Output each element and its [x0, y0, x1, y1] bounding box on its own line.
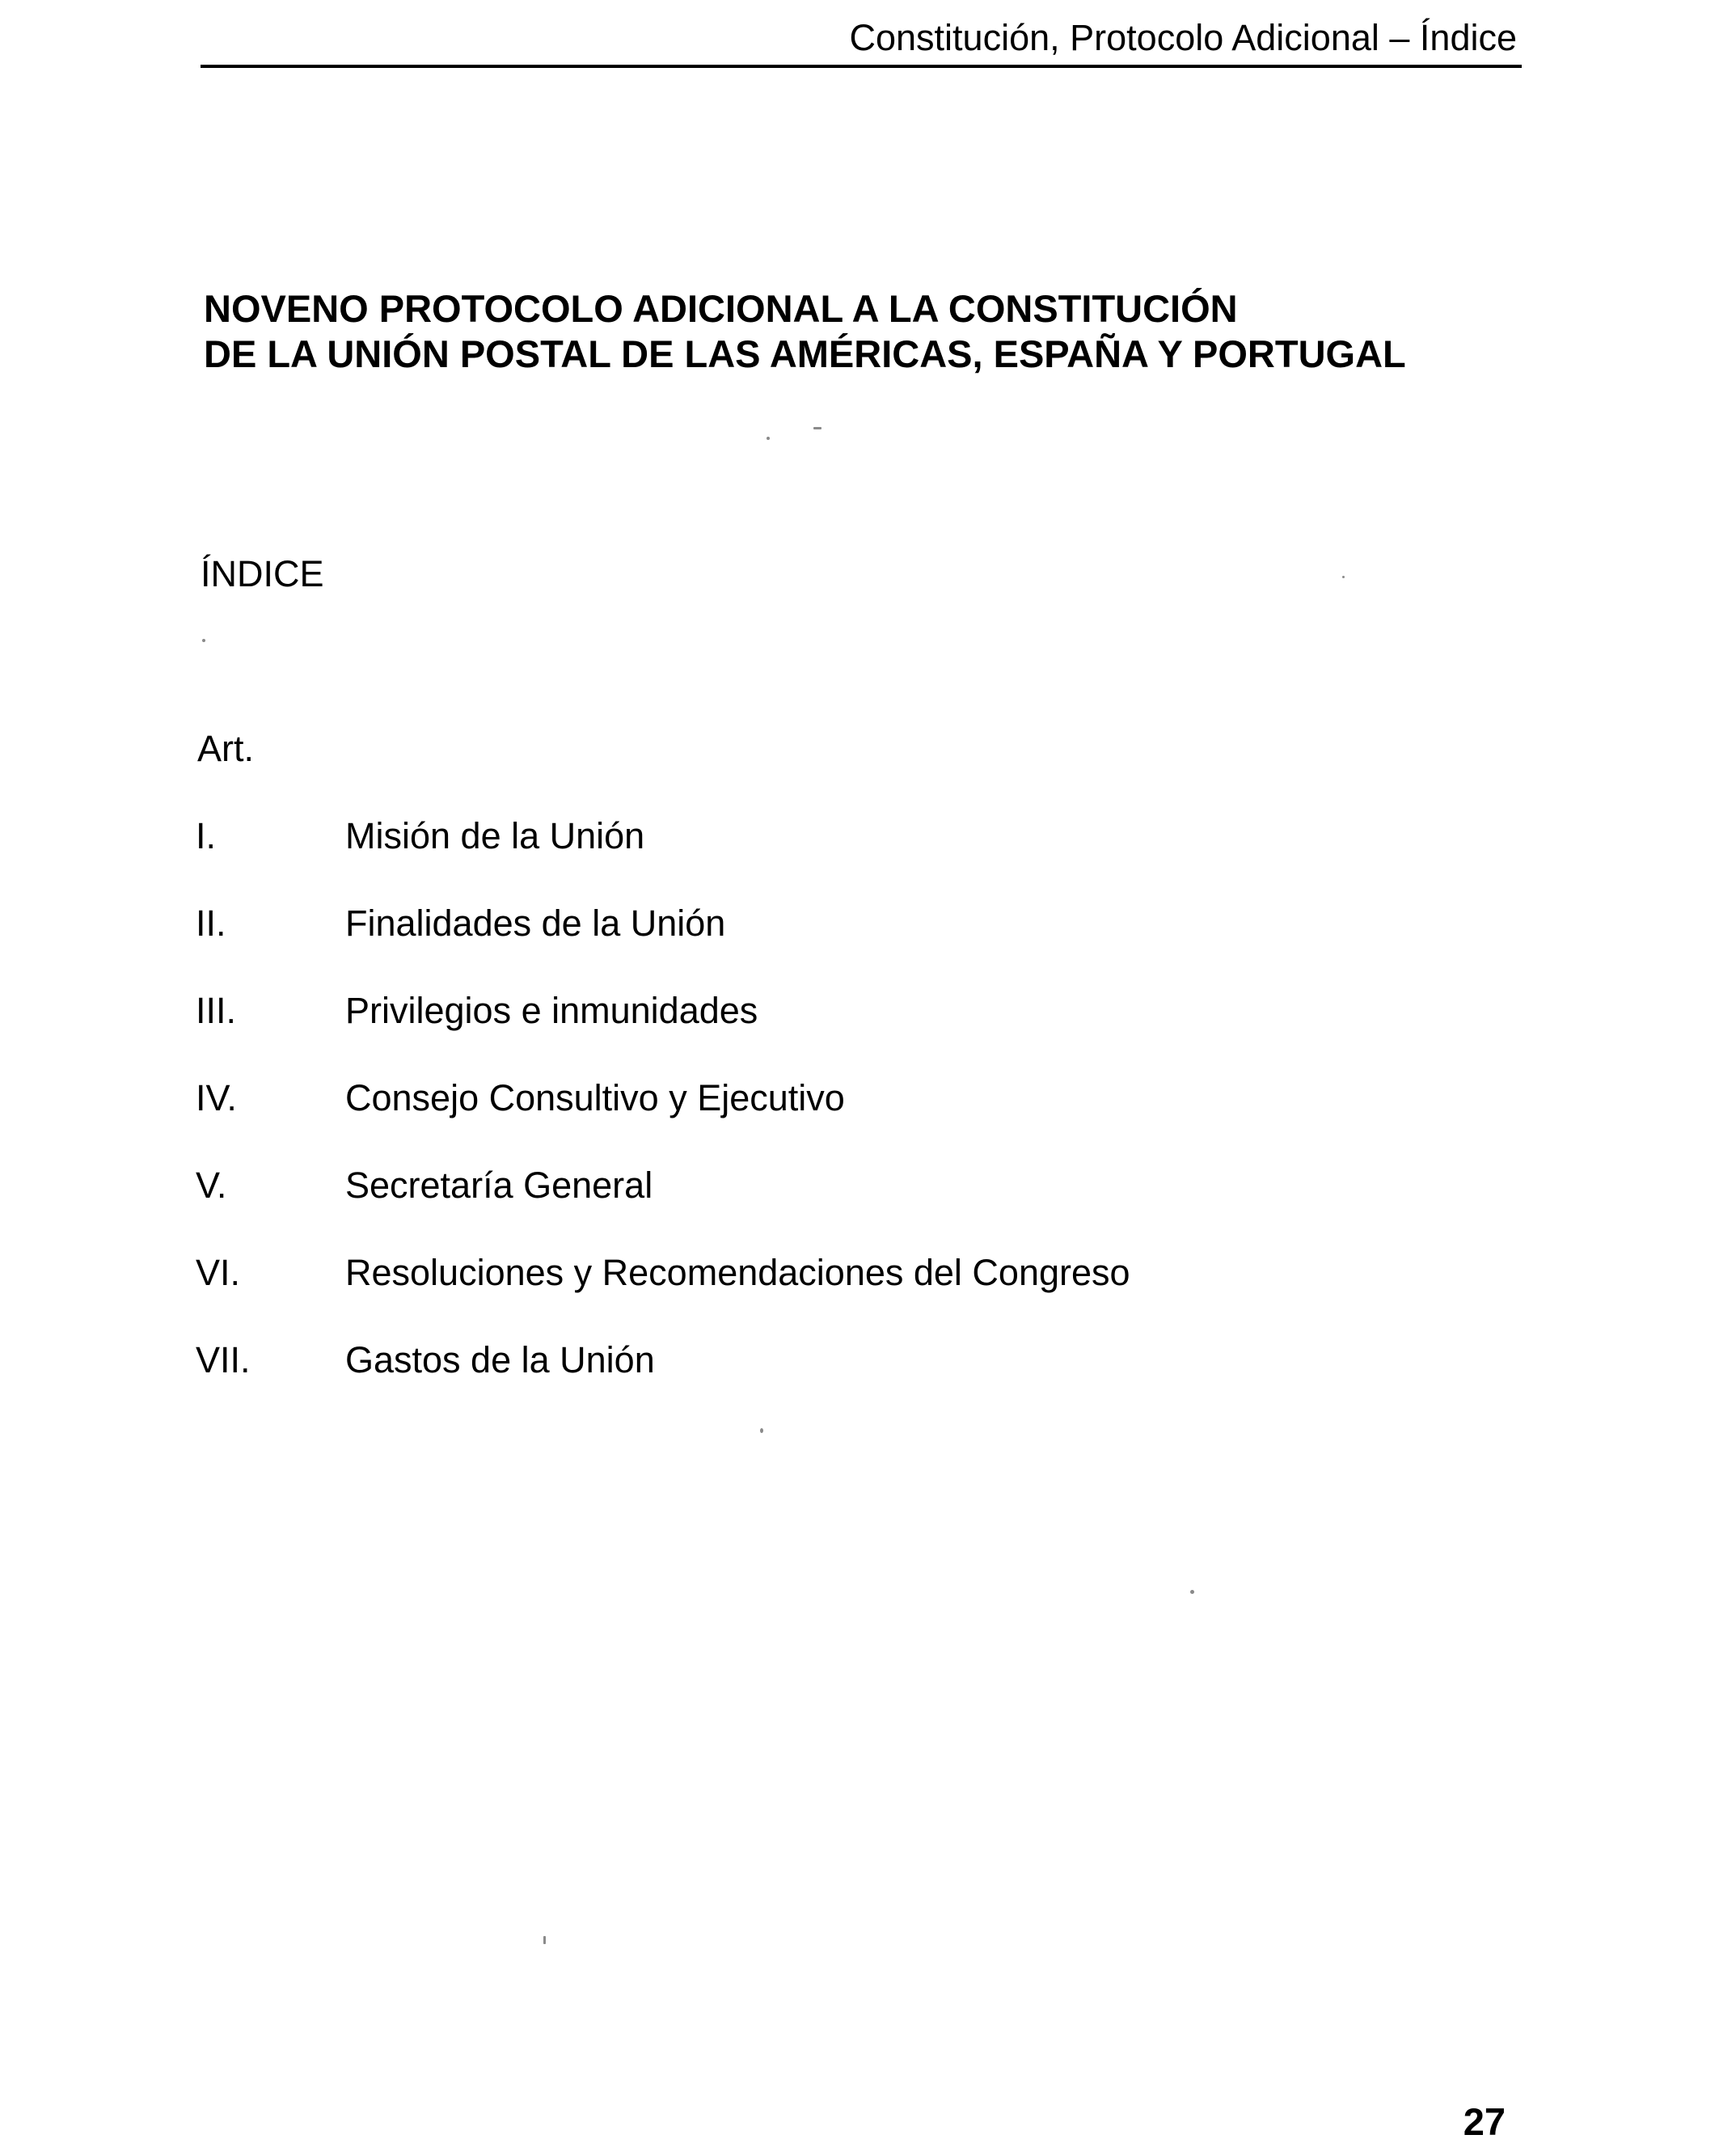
toc-item-3 [196, 987, 1489, 1074]
running-header [201, 11, 1522, 68]
scan-speck [543, 1936, 546, 1944]
toc-article-number: IV. [196, 1077, 237, 1118]
toc-item-7 [196, 1336, 1489, 1423]
toc-article-title: Secretaría General [345, 1165, 653, 1206]
toc-article-number: V. [196, 1165, 227, 1206]
toc-article-title: Consejo Consultivo y Ejecutivo [345, 1077, 845, 1118]
toc-article-number: I. [196, 815, 217, 856]
document-title-line-2: DE LA UNIÓN POSTAL DE LAS AMÉRICAS, ESPAÑA Y PORTUGAL [204, 332, 1406, 375]
toc-item-2 [196, 899, 1489, 987]
toc-item-6 [196, 1249, 1489, 1336]
toc-article-title: Resoluciones y Recomendaciones del Congreso [345, 1252, 1130, 1293]
scan-speck [202, 639, 205, 642]
toc-article-number: II. [196, 903, 226, 944]
toc-article-number: VI. [196, 1252, 241, 1293]
toc-article-number: III. [196, 990, 237, 1031]
document-title [204, 286, 1406, 377]
scan-speck [767, 437, 770, 440]
toc-article-number: VII. [196, 1339, 251, 1380]
scan-speck [760, 1428, 763, 1433]
article-column-label: Art. [197, 728, 255, 769]
toc-item-5 [196, 1161, 1489, 1249]
toc-article-title: Gastos de la Unión [345, 1339, 655, 1380]
running-header-text: Constitución, Protocolo Adicional – Índice [849, 17, 1517, 58]
toc-item-1 [196, 812, 1489, 899]
toc-article-title: Finalidades de la Unión [345, 903, 726, 944]
scan-speck [1190, 1590, 1194, 1594]
scan-speck [813, 427, 821, 429]
page-number: 27 [1463, 2100, 1506, 2143]
scan-speck [1342, 576, 1345, 578]
toc-article-title: Privilegios e inmunidades [345, 990, 758, 1031]
toc-item-4 [196, 1074, 1489, 1161]
document-title-line-1: NOVENO PROTOCOLO ADICIONAL A LA CONSTITUCIÓN [204, 287, 1238, 330]
toc-article-title: Misión de la Unión [345, 815, 645, 856]
table-of-contents [196, 812, 1489, 1423]
index-heading: ÍNDICE [201, 553, 324, 594]
